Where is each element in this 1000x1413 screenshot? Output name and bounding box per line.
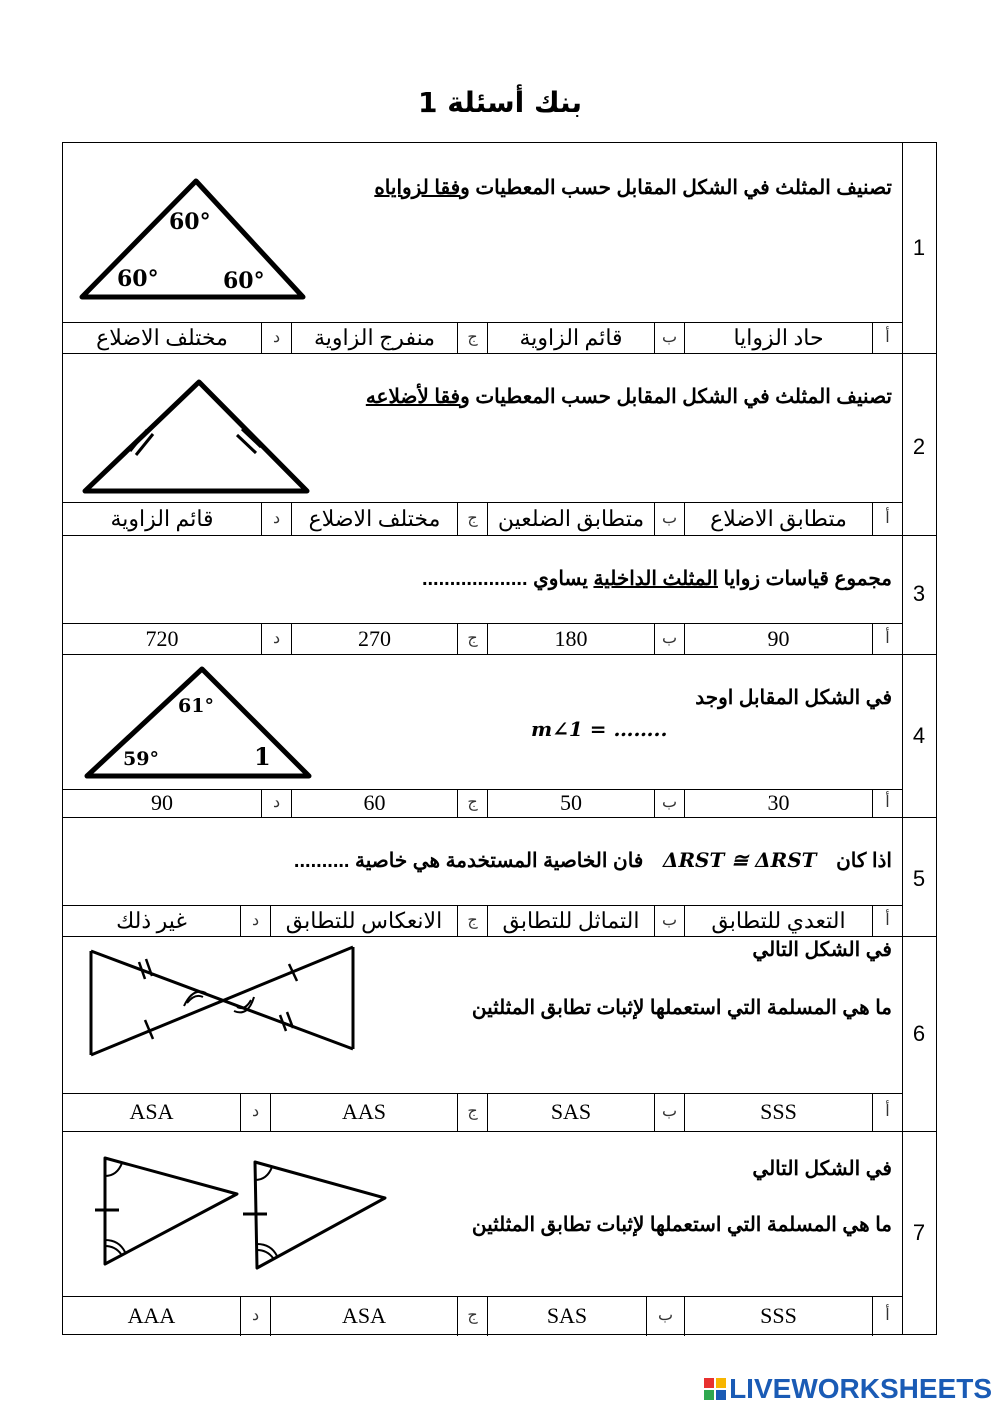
question-text-line1: في الشكل التالي	[752, 1158, 892, 1180]
question-text: مجموع قياسات زوايا المثلث الداخلية يساوي ...................	[421, 568, 892, 590]
question-text: تصنيف المثلث في الشكل المقابل حسب المعطيات وفقا لزواياه	[374, 177, 892, 199]
logo-square-red	[704, 1378, 714, 1388]
page-title: بنك أسئلة 1	[418, 86, 582, 119]
choice-label-d: د	[261, 790, 291, 817]
question-text-line1: في الشكل التالي	[752, 939, 892, 961]
choice-option-d[interactable]: AAA	[127, 1303, 176, 1328]
choice-label-b: ب	[654, 1094, 684, 1131]
question-3	[63, 536, 936, 655]
two-triangles-figure	[93, 1150, 393, 1270]
choice-option-b[interactable]: SAS	[487, 1094, 654, 1131]
choice-option-c[interactable]: مختلف الاضلاع	[291, 503, 457, 535]
angle-label-left: 59°	[123, 748, 159, 770]
question-5	[63, 818, 936, 937]
logo-square-green	[704, 1390, 714, 1400]
question-text: في الشكل المقابل اوجد	[695, 687, 892, 709]
question-1	[63, 143, 936, 354]
choice-label-c: ج	[457, 503, 487, 535]
question-2	[63, 354, 936, 536]
equilateral-triangle-figure	[77, 177, 327, 307]
choice-label-d: د	[240, 1094, 270, 1131]
question-7	[63, 1132, 936, 1336]
logo-square-blue	[716, 1390, 726, 1400]
logo-icon	[704, 1378, 726, 1400]
question-number: 2	[912, 434, 926, 459]
choice-option-d[interactable]: 90	[151, 790, 173, 815]
choice-label-d: د	[261, 503, 291, 535]
choice-label-a: أ	[872, 323, 902, 353]
bowtie-triangles-figure	[83, 943, 363, 1063]
choice-option-c[interactable]: 60	[291, 790, 457, 817]
question-text: اذا كان ΔRST ≅ ΔRST فان الخاصية المستخدمة هي خاصية ..........	[293, 848, 892, 872]
choice-option-d[interactable]: قائم الزاوية	[110, 506, 214, 531]
choice-option-c[interactable]: 270	[291, 624, 457, 654]
answer-row	[63, 905, 902, 936]
choice-option-c[interactable]: منفرج الزاوية	[291, 323, 457, 353]
choice-label-c: ج	[457, 323, 487, 353]
angle-label-left: 60°	[117, 266, 159, 292]
choice-option-a[interactable]: حاد الزوايا	[684, 323, 872, 353]
answer-row	[63, 322, 902, 353]
choice-option-d[interactable]: 720	[145, 626, 179, 651]
choice-option-a[interactable]: SSS	[684, 1297, 872, 1336]
angle-label-top: 60°	[169, 209, 211, 235]
answer-row	[63, 502, 902, 535]
choice-label-a: أ	[872, 790, 902, 817]
choice-option-c[interactable]: الانعكاس للتطابق	[270, 906, 457, 936]
question-number: 1	[912, 235, 926, 260]
choice-option-a[interactable]: 90	[684, 624, 872, 654]
angle-label-right: 60°	[223, 268, 265, 294]
choice-label-d: د	[240, 1297, 270, 1336]
question-number: 4	[912, 723, 926, 748]
question-text: تصنيف المثلث في الشكل المقابل حسب المعطيات وفقا لأضلاعه	[365, 386, 892, 408]
choice-label-c: ج	[457, 1094, 487, 1131]
choice-option-c[interactable]: ASA	[270, 1297, 457, 1336]
angle-label-top: 61°	[178, 695, 214, 717]
question-text-line2: ما هي المسلمة التي استعملها لإثبات تطابق المثلثين	[471, 997, 892, 1019]
choice-option-d[interactable]: غير ذلك	[116, 908, 187, 933]
choice-label-b: ب	[654, 323, 684, 353]
choice-label-b: ب	[654, 790, 684, 817]
choice-label-d: د	[240, 906, 270, 936]
choice-option-a[interactable]: 30	[684, 790, 872, 817]
choice-label-d: د	[261, 624, 291, 654]
choice-option-a[interactable]: التعدي للتطابق	[684, 906, 872, 936]
answer-row	[63, 1296, 902, 1336]
choice-label-c: ج	[457, 1297, 487, 1336]
choice-label-a: أ	[872, 1297, 902, 1336]
choice-label-a: أ	[872, 1094, 902, 1131]
choice-option-d[interactable]: مختلف الاضلاع	[96, 325, 228, 350]
question-6	[63, 937, 936, 1132]
choice-option-c[interactable]: AAS	[270, 1094, 457, 1131]
choice-option-b[interactable]: SAS	[487, 1297, 646, 1336]
choice-label-c: ج	[457, 906, 487, 936]
choice-label-b: ب	[646, 1297, 684, 1336]
choice-label-a: أ	[872, 906, 902, 936]
question-number: 7	[912, 1220, 926, 1245]
choice-label-b: ب	[654, 906, 684, 936]
choice-option-b[interactable]: قائم الزاوية	[487, 323, 654, 353]
choice-label-b: ب	[654, 503, 684, 535]
answer-row	[63, 789, 902, 817]
choice-option-a[interactable]: SSS	[684, 1094, 872, 1131]
logo-square-yellow	[716, 1378, 726, 1388]
choice-label-c: ج	[457, 624, 487, 654]
answer-row	[63, 1093, 902, 1131]
question-number: 5	[912, 866, 926, 891]
liveworksheets-logo[interactable]	[704, 1373, 992, 1405]
question-text-line2: ما هي المسلمة التي استعملها لإثبات تطابق المثلثين	[471, 1214, 892, 1236]
choice-option-b[interactable]: التماثل للتطابق	[487, 906, 654, 936]
question-number: 3	[912, 581, 926, 606]
choice-label-a: أ	[872, 624, 902, 654]
choice-label-b: ب	[654, 624, 684, 654]
answer-row	[63, 623, 902, 654]
questions-table	[62, 142, 937, 1335]
isosceles-triangle-figure	[79, 376, 319, 498]
angle-label-1: 1	[254, 742, 271, 771]
choice-option-a[interactable]: متطابق الاضلاع	[684, 503, 872, 535]
choice-option-d[interactable]: ASA	[129, 1099, 174, 1124]
choice-label-d: د	[261, 323, 291, 353]
choice-option-b[interactable]: 180	[487, 624, 654, 654]
congruence-expression: ΔRST ≅ ΔRST	[662, 848, 817, 872]
angle-triangle-figure	[81, 663, 319, 783]
question-4	[63, 655, 936, 818]
choice-label-c: ج	[457, 790, 487, 817]
question-number: 6	[912, 1021, 926, 1046]
choice-option-b[interactable]: متطابق الضلعين	[487, 503, 654, 535]
logo-text: LIVEWORKSHEETS	[729, 1373, 992, 1404]
choice-option-b[interactable]: 50	[487, 790, 654, 817]
angle-expression: m∠1 = ……..	[531, 717, 668, 741]
choice-label-a: أ	[872, 503, 902, 535]
